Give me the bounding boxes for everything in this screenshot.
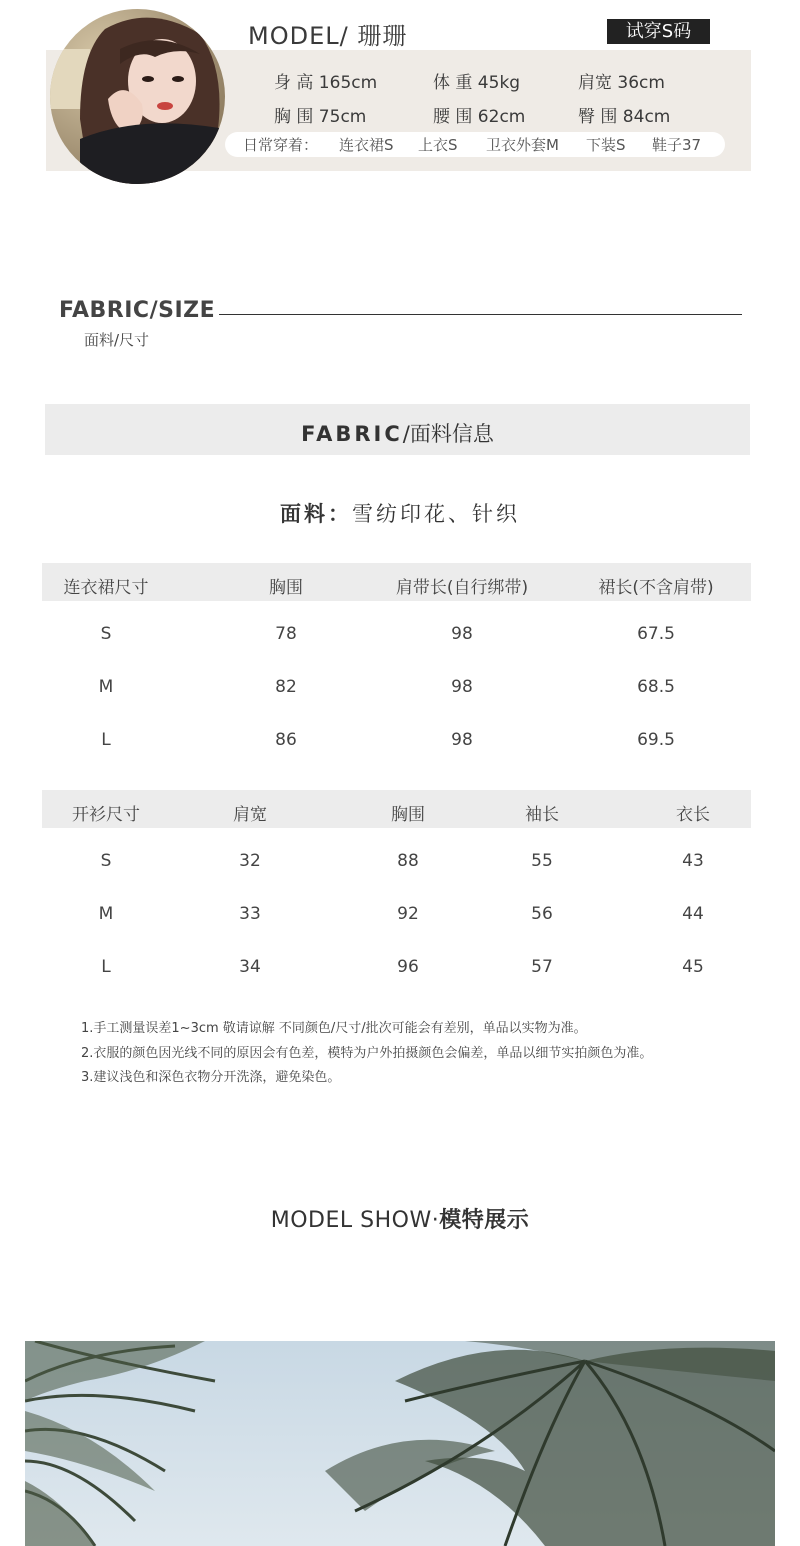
daily-wear-shoes: 鞋子37 xyxy=(652,136,702,154)
table-row xyxy=(42,851,751,881)
care-notes xyxy=(81,1017,652,1091)
dress-cell-strap: 98 xyxy=(451,677,473,697)
dress-cell-bust: 86 xyxy=(275,730,297,750)
dress-cell-size: M xyxy=(98,677,114,697)
table-row xyxy=(42,624,751,654)
dress-table-header xyxy=(42,563,751,601)
section-divider xyxy=(219,314,742,315)
dress-header-size: 连衣裙尺寸 xyxy=(63,578,149,598)
fabric-material-line xyxy=(0,498,800,528)
cardigan-cell-bust: 96 xyxy=(397,957,419,977)
cardigan-cell-shoulder: 34 xyxy=(239,957,261,977)
fabric-label: 面料： xyxy=(280,502,352,526)
table-row xyxy=(42,677,751,707)
daily-wear-label: 日常穿着： xyxy=(243,136,319,154)
table-row xyxy=(42,904,751,934)
model-show-photo xyxy=(25,1341,775,1546)
cardigan-cell-bust: 92 xyxy=(397,904,419,924)
model-show-cn: 模特展示 xyxy=(439,1208,530,1233)
dress-cell-size: L xyxy=(101,730,111,750)
cardigan-cell-length: 44 xyxy=(682,904,704,924)
model-title: MODEL/ 珊珊 xyxy=(248,22,408,50)
cardigan-cell-size: S xyxy=(100,851,112,871)
dress-cell-strap: 98 xyxy=(451,730,473,750)
note-line: 3.建议浅色和深色衣物分开洗涤，避免染色。 xyxy=(81,1070,341,1085)
model-hip: 臀 围 84cm xyxy=(578,107,671,127)
section-title-en: FABRIC/SIZE xyxy=(59,298,216,323)
fabric-info-bar xyxy=(45,404,750,455)
cardigan-cell-shoulder: 33 xyxy=(239,904,261,924)
cardigan-cell-sleeve: 55 xyxy=(531,851,553,871)
dress-header-length: 裙长(不含肩带) xyxy=(598,578,714,598)
model-height: 身 高 165cm xyxy=(274,73,378,93)
table-row xyxy=(42,957,751,987)
size-tag: 试穿S码 xyxy=(607,19,710,44)
fabric-value: 雪纺印花、针织 xyxy=(352,502,520,526)
cardigan-cell-size: L xyxy=(101,957,111,977)
cardigan-header-size: 开衫尺寸 xyxy=(72,805,140,825)
section-title-cn: 面料/尺寸 xyxy=(84,331,150,349)
dress-cell-strap: 98 xyxy=(451,624,473,644)
cardigan-cell-bust: 88 xyxy=(397,851,419,871)
model-bust: 胸 围 75cm xyxy=(274,107,367,127)
cardigan-cell-sleeve: 56 xyxy=(531,904,553,924)
dress-cell-size: S xyxy=(100,624,112,644)
cardigan-cell-shoulder: 32 xyxy=(239,851,261,871)
model-show-en: MODEL SHOW· xyxy=(270,1208,440,1233)
model-weight: 体 重 45kg xyxy=(433,73,521,93)
table-row xyxy=(42,730,751,760)
note-line: 1.手工测量误差1~3cm 敬请谅解 不同颜色/尺寸/批次可能会有差别，单品以实物为准。 xyxy=(81,1021,587,1036)
cardigan-header-length: 衣长 xyxy=(676,805,710,825)
note-line: 2.衣服的颜色因光线不同的原因会有色差，模特为户外拍摄颜色会偏差，单品以细节实拍颜色为准。 xyxy=(81,1045,653,1061)
fabric-bar-cn: /面料信息 xyxy=(402,422,494,446)
dress-header-bust: 胸围 xyxy=(269,578,303,598)
daily-wear-hoodie: 卫衣外套M xyxy=(486,136,559,154)
cardigan-table-header xyxy=(42,790,751,828)
dress-header-strap: 肩带长(自行绑带) xyxy=(395,578,529,598)
dress-cell-length: 68.5 xyxy=(637,677,675,697)
cardigan-cell-size: M xyxy=(98,904,114,924)
daily-wear-top: 上衣S xyxy=(418,136,458,154)
dress-cell-length: 67.5 xyxy=(637,624,675,644)
daily-wear-bottom: 下装S xyxy=(586,136,626,154)
dress-cell-bust: 82 xyxy=(275,677,297,697)
fabric-bar-title xyxy=(45,418,750,448)
model-waist: 腰 围 62cm xyxy=(433,107,526,127)
cardigan-header-shoulder: 肩宽 xyxy=(233,805,267,825)
model-show-title xyxy=(0,1203,800,1234)
dress-cell-length: 69.5 xyxy=(637,730,675,750)
daily-wear-dress: 连衣裙S xyxy=(339,136,394,154)
cardigan-header-bust: 胸围 xyxy=(391,805,425,825)
cardigan-cell-length: 45 xyxy=(682,957,704,977)
model-avatar xyxy=(50,9,225,184)
cardigan-header-sleeve: 袖长 xyxy=(525,805,559,825)
cardigan-cell-length: 43 xyxy=(682,851,704,871)
model-shoulder: 肩宽 36cm xyxy=(578,73,665,93)
dress-cell-bust: 78 xyxy=(275,624,297,644)
cardigan-cell-sleeve: 57 xyxy=(531,957,553,977)
fabric-bar-en: FABRIC xyxy=(301,422,403,446)
